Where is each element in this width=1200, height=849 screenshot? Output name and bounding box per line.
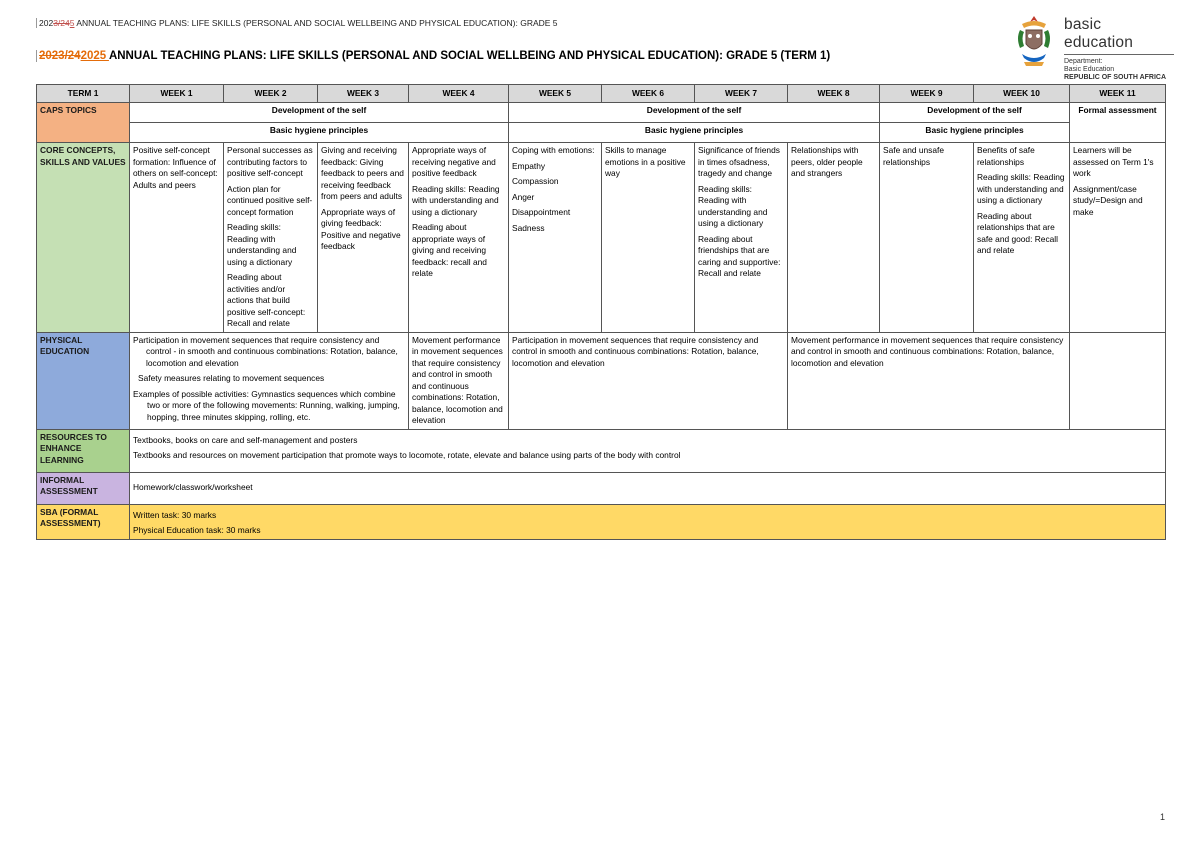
core-concepts-row — [37, 143, 1166, 333]
resources-line: Textbooks, books on care and self-management and posters — [133, 434, 358, 445]
document-title — [36, 50, 830, 62]
week-header: WEEK 4 — [409, 85, 509, 103]
core-week-2-cell — [224, 143, 318, 333]
core-w11-line: Learners will be assessed on Term 1's work — [1073, 145, 1154, 178]
pe-w9-10-line: Movement performance in movement sequences that require consistency and control in smooth and continuous combinations: Rotation, balance, locomotion and elevation — [791, 334, 1064, 368]
week-header: WEEK 2 — [224, 85, 318, 103]
logo-country: REPUBLIC OF SOUTH AFRICA — [1064, 74, 1167, 81]
running-header — [36, 18, 558, 28]
informal-assessment-row — [37, 472, 1166, 504]
resources-label: RESOURCES TO ENHANCE LEARNING — [37, 429, 130, 472]
header-row — [37, 85, 1166, 103]
physical-education-row — [37, 332, 1166, 429]
core-w5-line: Empathy — [512, 160, 546, 171]
week-header: WEEK 10 — [974, 85, 1070, 103]
caps-topics-row — [37, 103, 1166, 123]
core-w10-line: Benefits of safe relationships — [977, 145, 1035, 167]
pe-weeks-5-8-cell — [509, 332, 788, 429]
core-w10-line: Reading about relationships that are safe and good: Recall and relate — [977, 210, 1059, 255]
core-w6-line: Skills to manage emotions in a positive way — [605, 145, 686, 178]
sba-row — [37, 504, 1166, 539]
core-w9-line: Safe and unsafe relationships — [883, 145, 945, 167]
core-w11-line: Assignment/case study/=Design and make — [1073, 183, 1143, 217]
core-week-8-cell — [788, 143, 880, 333]
pe-w1-3-line: Examples of possible activities: Gymnastics sequences which combine two or more of the following movements: Running, walking, jumping, hopping, three minutes skipping, rolling, etc. — [133, 388, 400, 422]
formal-assessment-cell: Formal assessment — [1070, 103, 1166, 143]
title-year-inserted: 2025 — [80, 50, 109, 62]
core-w2-line: Reading skills: Reading with understanding and using a dictionary — [227, 222, 297, 267]
week-header: WEEK 3 — [318, 85, 409, 103]
pe-w5-8-line: Participation in movement sequences that require consistency and control in smooth and continuous combinations: Rotation, balance, locomotion and elevation — [512, 334, 759, 368]
resources-row — [37, 429, 1166, 472]
logo-brand-text: basic education — [1064, 16, 1134, 51]
informal-assessment-cell: Homework/classwork/worksheet — [130, 472, 1166, 504]
header-year-inserted: 5 — [69, 18, 75, 28]
core-w2-line: Personal successes as contributing factors to positive self-concept — [227, 145, 313, 178]
pe-weeks-9-10-cell — [788, 332, 1070, 429]
core-w7-line: Reading about friendships that are caring and supportive: Recall and relate — [698, 233, 781, 278]
core-w4-line: Reading skills: Reading with understanding and using a dictionary — [412, 183, 500, 217]
informal-assessment-label: INFORMAL ASSESSMENT — [37, 472, 130, 504]
caps-topic-cell: Development of the self — [509, 103, 880, 123]
core-week-9-cell — [880, 143, 974, 333]
title-text: ANNUAL TEACHING PLANS: LIFE SKILLS (PERSONAL AND SOCIAL WELLBEING AND PHYSICAL EDUCATION): GRADE 5 (TERM 1) — [108, 50, 831, 62]
logo-department-name: Basic Education — [1064, 66, 1115, 73]
week-header: WEEK 11 — [1070, 85, 1166, 103]
core-w3-line: Appropriate ways of giving feedback: Positive and negative feedback — [321, 206, 401, 251]
caps-topic-cell: Development of the self — [130, 103, 509, 123]
core-w5-line: Disappointment — [512, 207, 571, 217]
core-w8-line: Relationships with peers, older people and strangers — [791, 145, 863, 178]
core-w7-line: Reading skills: Reading with understanding and using a dictionary — [698, 183, 768, 228]
core-week-10-cell — [974, 143, 1070, 333]
resources-cell — [130, 429, 1166, 472]
logo-department-label: Department: — [1064, 58, 1103, 65]
week-header: WEEK 5 — [509, 85, 602, 103]
week-header: WEEK 9 — [880, 85, 974, 103]
core-w2-line: Action plan for continued positive self-concept formation — [227, 183, 313, 217]
core-w5-line: Anger — [512, 191, 535, 202]
caps-subtopics-row — [37, 123, 1166, 143]
core-week-7-cell — [695, 143, 788, 333]
core-week-1-cell — [130, 143, 224, 333]
department-logo — [1014, 14, 1174, 81]
sba-line: Written task: 30 marks — [133, 509, 217, 520]
pe-w4-line: Movement performance in movement sequences that require consistency and control in smooth and continuous combinations: Rotation, balance, locomotion and elevation — [412, 334, 503, 425]
caps-subtopic-cell: Basic hygiene principles — [130, 123, 509, 143]
header-title-text: ANNUAL TEACHING PLANS: LIFE SKILLS (PERSONAL AND SOCIAL WELLBEING AND PHYSICAL EDUCATION): GRADE 5 — [74, 18, 558, 28]
core-w4-line: Appropriate ways of receiving negative and positive feedback — [412, 145, 496, 178]
caps-subtopic-cell: Basic hygiene principles — [880, 123, 1070, 143]
annual-teaching-plan-table — [36, 84, 1166, 540]
pe-week-11-cell — [1070, 332, 1166, 429]
core-w1-line: Positive self-concept formation: Influence of others on self-concept: Adults and peers — [133, 145, 218, 190]
core-w5-line: Sadness — [512, 222, 545, 233]
resources-line: Textbooks and resources on movement participation that promote ways to locomote, rotate, elevate and balance using parts of the body with control — [133, 450, 681, 460]
core-w4-line: Reading about appropriate ways of giving and receiving feedback: recall and relate — [412, 222, 487, 278]
sba-label: SBA (FORMAL ASSESSMENT) — [37, 504, 130, 539]
caps-topic-cell: Development of the self — [880, 103, 1070, 123]
core-w5-line: Coping with emotions: — [512, 145, 595, 155]
core-w2-line: Reading about activities and/or actions that build positive self-concept: Recall and relate — [227, 272, 306, 328]
pe-weeks-1-3-cell — [130, 332, 409, 429]
coat-of-arms-emblem — [1014, 14, 1054, 70]
header-year-prefix: 202 — [39, 18, 54, 28]
core-week-11-cell — [1070, 143, 1166, 333]
week-header: WEEK 6 — [602, 85, 695, 103]
pe-w1-3-line: Participation in movement sequences that require consistency and control - in smooth and continuous combinations: Rotation, balance, locomotion and elevation — [133, 334, 398, 368]
pe-week-4-cell — [409, 332, 509, 429]
core-w5-line: Compassion — [512, 176, 559, 186]
core-concepts-label: CORE CONCEPTS, SKILLS AND VALUES — [37, 143, 130, 333]
logo-divider — [1064, 54, 1174, 55]
core-w10-line: Reading skills: Reading with understanding and using a dictionary — [977, 172, 1065, 205]
page-number: 1 — [1159, 812, 1165, 822]
core-week-4-cell — [409, 143, 509, 333]
title-year-deleted: 2023/24 — [39, 50, 81, 62]
caps-topics-label: CAPS TOPICS — [37, 103, 130, 143]
physical-education-label: PHYSICAL EDUCATION — [37, 332, 130, 429]
header-year-deleted: 3/24 — [53, 18, 70, 28]
core-w7-line: Significance of friends in times ofsadness, tragedy and change — [698, 145, 780, 178]
week-header: WEEK 7 — [695, 85, 788, 103]
week-header: WEEK 1 — [130, 85, 224, 103]
week-header: WEEK 8 — [788, 85, 880, 103]
core-week-6-cell — [602, 143, 695, 333]
sba-line: Physical Education task: 30 marks — [133, 525, 261, 535]
caps-subtopic-cell: Basic hygiene principles — [509, 123, 880, 143]
core-w3-line: Giving and receiving feedback: Giving feedback to peers and receiving feedback from peers and adults — [321, 145, 404, 201]
core-week-5-cell — [509, 143, 602, 333]
term-header: TERM 1 — [37, 85, 130, 103]
core-week-3-cell — [318, 143, 409, 333]
pe-w1-3-line: Safety measures relating to movement sequences — [138, 373, 325, 383]
sba-cell — [130, 504, 1166, 539]
